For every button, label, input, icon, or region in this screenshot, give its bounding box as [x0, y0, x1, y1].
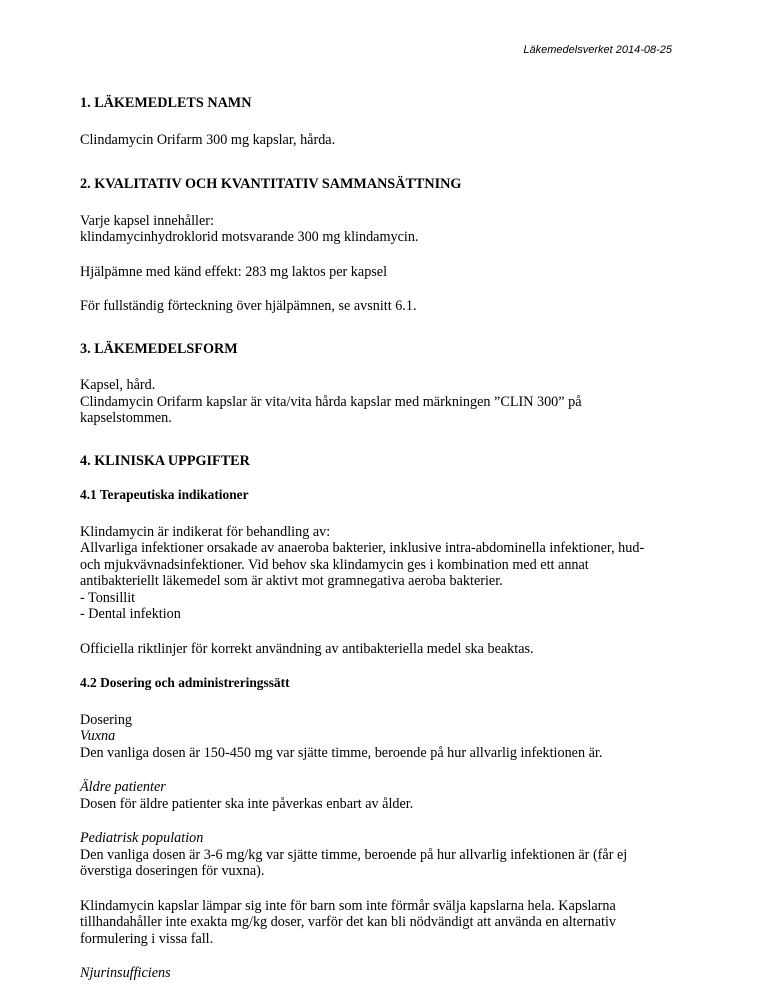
page-header-date: Läkemedelsverket 2014-08-25: [523, 44, 672, 56]
pediatric-line-1: Den vanliga dosen är 3-6 mg/kg var sjätte timme, beroende på hur allvarlig infektionen är (får ej: [80, 846, 628, 863]
section-4-2-heading: 4.2 Dosering och administreringssätt: [80, 675, 290, 690]
capsule-note-line-2: tillhandahåller inte exakta mg/kg doser, varför det kan bli nödvändigt att använda en alternativ: [80, 914, 617, 930]
guidelines-text: Officiella riktlinjer för korrekt användning av antibakteriella medel ska beaktas.: [80, 640, 534, 657]
excipient-text: Hjälpämne med känd effekt: 283 mg laktos per kapsel: [80, 263, 388, 280]
elderly-text: Dosen för äldre patienter ska inte påverkas enbart av ålder.: [80, 795, 414, 812]
adults-text: Den vanliga dosen är 150-450 mg var sjätte timme, beroende på hur allvarlig infektionen är.: [80, 744, 603, 761]
section-1-heading: 1. LÄKEMEDLETS NAMN: [80, 95, 252, 111]
pediatric-line-2: överstiga doseringen för vuxna).: [80, 863, 265, 879]
capsule-note-line-1: Klindamycin kapslar lämpar sig inte för barn som inte förmår svälja kapslarna hela. Kapslarna: [80, 897, 616, 914]
indication-line-3: och mjukvävnadsinfektioner. Vid behov ska klindamycin ges i kombination med ett annat: [80, 556, 589, 573]
pediatric-label: Pediatrisk population: [80, 830, 204, 846]
indication-line-6: - Dental infektion: [80, 606, 181, 622]
renal-label: Njurinsufficiens: [80, 965, 171, 981]
form-line-1: Kapsel, hård.: [80, 377, 156, 393]
excipient-reference: För fullständig förteckning över hjälpämnen, se avsnitt 6.1.: [80, 298, 417, 314]
section-2-heading: 2. KVALITATIV OCH KVANTITATIV SAMMANSÄTTNING: [80, 176, 462, 192]
capsule-note-line-3: formulering i vissa fall.: [80, 930, 214, 947]
adults-label: Vuxna: [80, 728, 116, 744]
section-4-1-heading: 4.1 Terapeutiska indikationer: [80, 487, 249, 502]
section-3-heading: 3. LÄKEMEDELSFORM: [80, 340, 238, 357]
product-name: Clindamycin Orifarm 300 mg kapslar, hårda.: [80, 131, 336, 148]
indication-line-4: antibakteriellt läkemedel som är aktivt mot gramnegativa aeroba bakterier.: [80, 573, 503, 589]
indication-line-5: - Tonsillit: [80, 589, 136, 606]
elderly-label: Äldre patienter: [80, 779, 166, 795]
form-line-3: kapselstommen.: [80, 410, 172, 426]
indication-line-2: Allvarliga infektioner orsakade av anaeroba bakterier, inklusive intra-abdominella infektioner, hud-: [80, 540, 645, 556]
section-4-heading: 4. KLINISKA UPPGIFTER: [80, 452, 250, 469]
document-body: [80, 95, 680, 982]
dosering-label: Dosering: [80, 711, 133, 728]
indication-line-1: Klindamycin är indikerat för behandling av:: [80, 523, 331, 540]
form-line-2: Clindamycin Orifarm kapslar är vita/vita hårda kapslar med märkningen ”CLIN 300” på: [80, 393, 582, 410]
composition-line-1: Varje kapsel innehåller:: [80, 212, 214, 229]
composition-line-2: klindamycinhydroklorid motsvarande 300 mg klindamycin.: [80, 229, 419, 245]
